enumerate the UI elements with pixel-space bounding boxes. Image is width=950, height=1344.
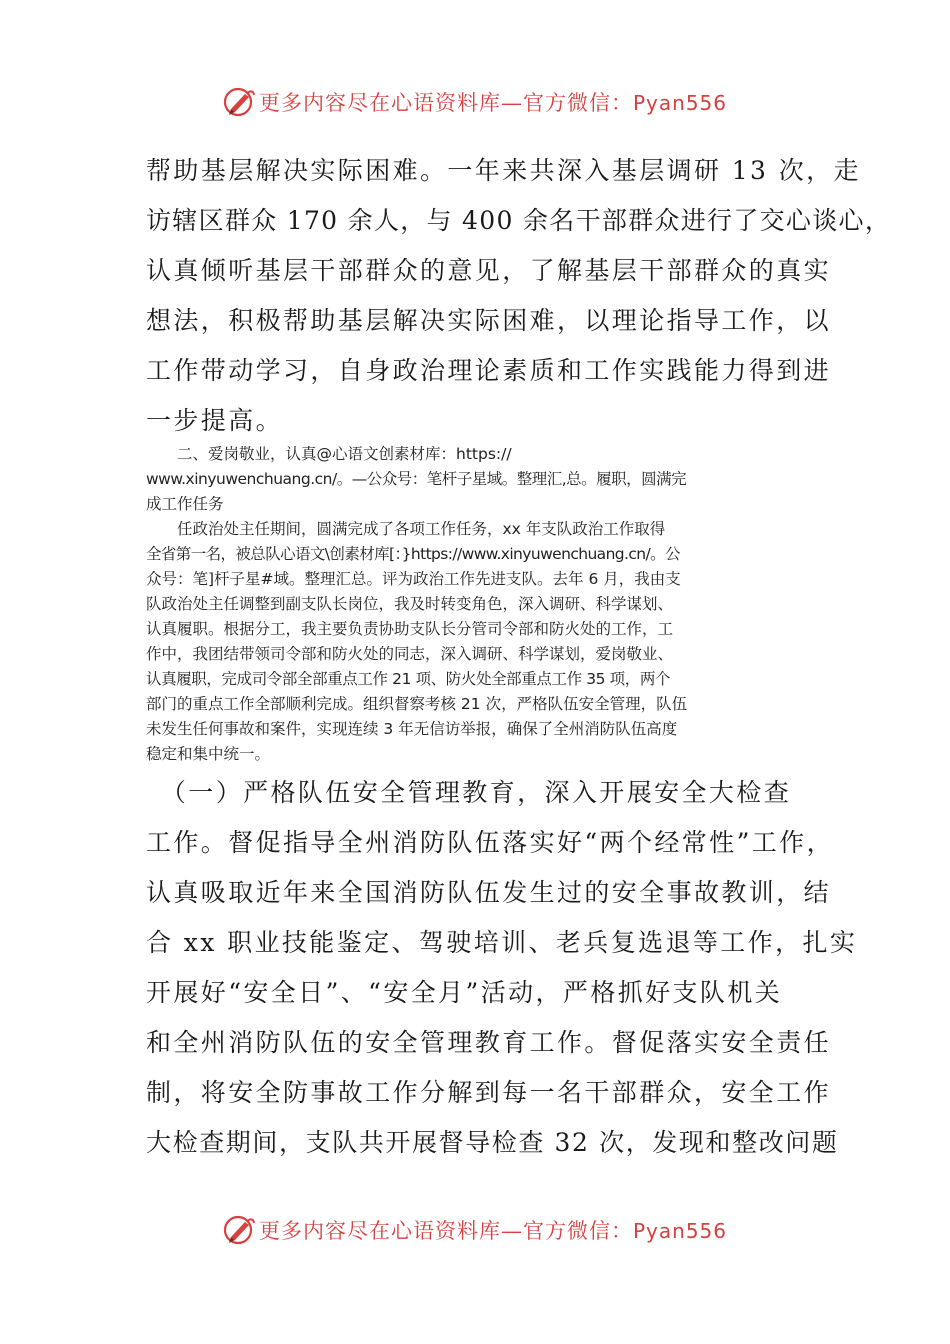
text-line: 认真吸取近年来全国消防队伍发生过的安全事故教训，结 — [146, 878, 832, 907]
paragraph-1 — [146, 146, 892, 446]
text-line: 想法，积极帮助基层解决实际困难，以理论指导工作，以 — [146, 306, 832, 335]
text-line: 作中，我团结带领司令部和防火处的同志，深入调研、科学谋划，爱岗敬业、 — [146, 645, 674, 663]
banner-wechat-id: Pyan556 — [632, 91, 727, 115]
banner-text: 更多内容尽在心语资料库—官方微信： — [258, 1219, 633, 1243]
text-line: 大检查期间，支队共开展督导检查 32 次，发现和整改问题 — [146, 1128, 839, 1157]
text-line: 稳定和集中统一。 — [146, 745, 271, 763]
text-line: 部门的重点工作全部顺利完成。组织督察考核 21 次，严格队伍安全管理，队伍 — [146, 695, 688, 713]
banner-text: 更多内容尽在心语资料库—官方微信： — [258, 91, 633, 115]
text-line: 二、爱岗敬业，认真@心语文创素材库：https:// — [146, 445, 512, 463]
text-line: 成工作任务 — [146, 495, 224, 513]
text-line: 认真履职。根据分工，我主要负责协助支队长分管司令部和防火处的工作，工 — [146, 620, 674, 638]
text-line: 一步提高。 — [146, 406, 284, 435]
text-line: 队政治处主任调整到副支队长岗位，我及时转变角色，深入调研、科学谋划、 — [146, 595, 674, 613]
text-line: （一）严格队伍安全管理教育，深入开展安全大检查 — [146, 778, 792, 807]
text-line: 众号：笔]杆子星#域。整理汇总。评为政治工作先进支队。去年 6 月，我由支 — [146, 570, 681, 588]
footer-banner — [0, 1210, 950, 1250]
section-heading-2 — [146, 442, 806, 517]
text-line: 全省第一名，被总队心语文\创素材库[：}https://www.xinyuwenchuang.cn/。公 — [146, 545, 680, 563]
paragraph-3 — [146, 768, 858, 1168]
paragraph-2 — [146, 517, 806, 767]
text-line: 认真履职，完成司令部全部重点工作 21 项、防火处全部重点工作 35 项，两个 — [146, 670, 671, 688]
text-line: 合 xx 职业技能鉴定、驾驶培训、老兵复选退等工作，扎实 — [146, 928, 858, 957]
text-line: 认真倾听基层干部群众的意见，了解基层干部群众的真实 — [146, 256, 832, 285]
text-line: 工作带动学习，自身政治理论素质和工作实践能力得到进 — [146, 356, 832, 385]
text-line: 访辖区群众 170 余人，与 400 余名干部群众进行了交心谈心， — [146, 206, 892, 235]
banner-wechat-id: Pyan556 — [632, 1219, 727, 1243]
text-line: 帮助基层解决实际困难。一年来共深入基层调研 13 次，走 — [146, 156, 861, 185]
text-line: 工作。督促指导全州消防队伍落实好“两个经常性”工作， — [146, 828, 834, 857]
text-line: 未发生任何事故和案件，实现连续 3 年无信访举报，确保了全州消防队伍高度 — [146, 720, 678, 738]
text-line: www.xinyuwenchuang.cn/。—公众号：笔杆子星域。整理汇,总。履职，圆满完 — [146, 470, 687, 488]
header-banner — [0, 82, 950, 122]
pen-logo-icon — [223, 85, 257, 119]
text-line: 制，将安全防事故工作分解到每一名干部群众，安全工作 — [146, 1078, 832, 1107]
text-line: 和全州消防队伍的安全管理教育工作。督促落实安全责任 — [146, 1028, 832, 1057]
text-line: 任政治处主任期间，圆满完成了各项工作任务，xx 年支队政治工作取得 — [146, 520, 666, 538]
text-line: 开展好“安全日”、“安全月”活动，严格抓好支队机关 — [146, 978, 783, 1007]
pen-logo-icon — [223, 1213, 257, 1247]
